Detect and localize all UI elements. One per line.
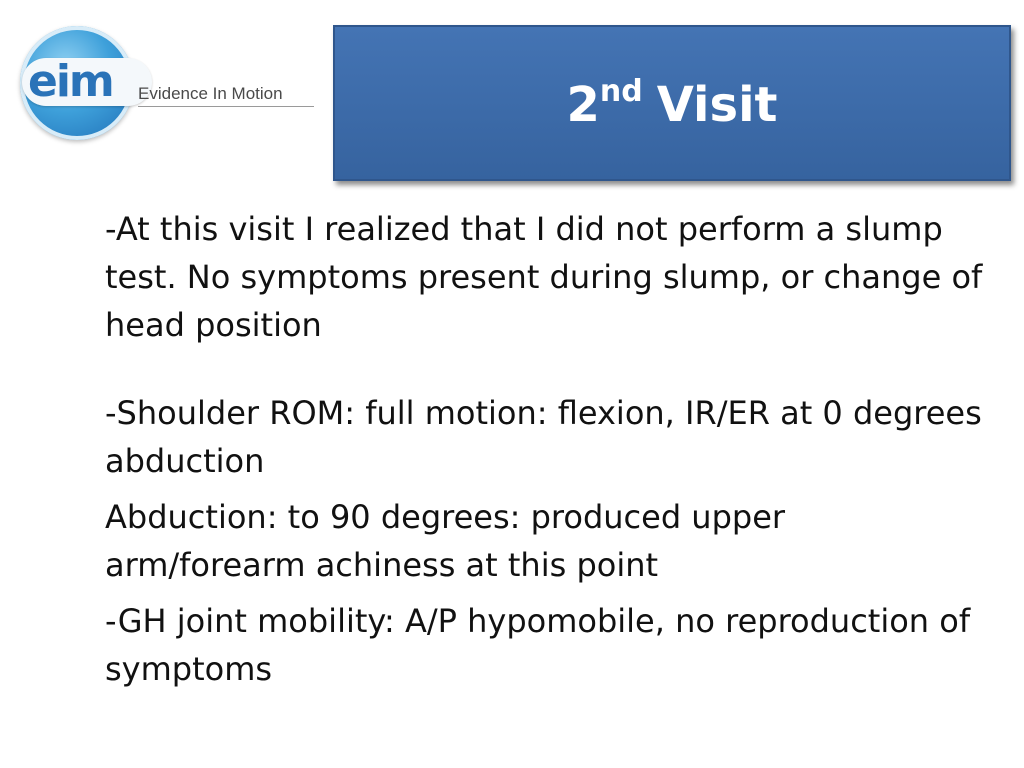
paragraph-slump-test: -At this visit I realized that I did not perform a slump test. No symptoms present during slump, or change of head position xyxy=(105,210,983,344)
paragraph-shoulder-rom: -Shoulder ROM: full motion: flexion, IR/ER at 0 degrees abduction xyxy=(105,394,982,480)
logo-text: Evidence In Motion xyxy=(138,84,283,103)
paragraph-spacer xyxy=(105,485,985,493)
slide-body xyxy=(105,205,985,693)
paragraph-spacer xyxy=(105,589,985,597)
paragraph-abduction: Abduction: to 90 degrees: produced upper arm/forearm achiness at this point xyxy=(105,498,786,584)
title-number: 2 xyxy=(566,77,600,133)
logo-underline xyxy=(138,106,314,107)
title-word: Visit xyxy=(656,77,778,133)
title-superscript: nd xyxy=(599,74,643,109)
slide-title xyxy=(566,74,778,133)
eim-logo xyxy=(18,24,318,142)
logo-mark-text: eim xyxy=(28,56,113,107)
title-banner xyxy=(333,25,1011,181)
paragraph-spacer xyxy=(105,349,985,389)
paragraph-gh-joint-mobility: -GH joint mobility: A/P hypomobile, no reproduction of symptoms xyxy=(105,602,971,688)
